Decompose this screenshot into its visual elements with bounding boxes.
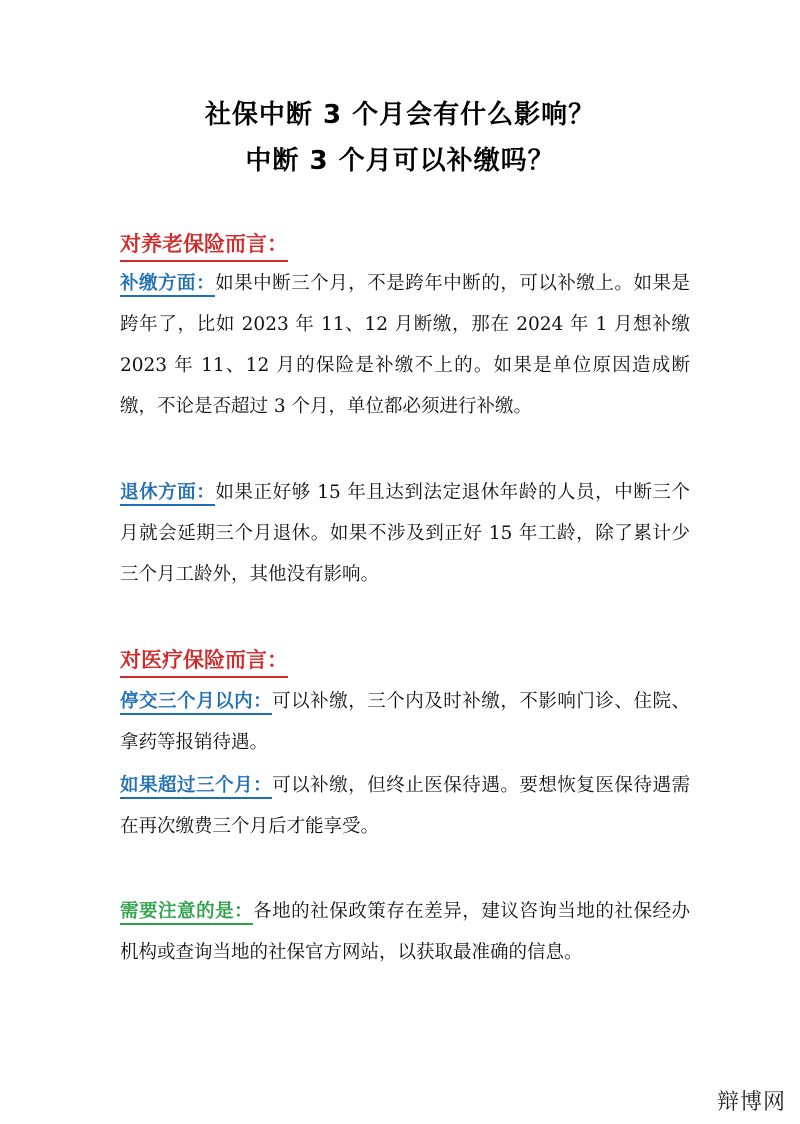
- pension-retirement-label: 退休方面：: [120, 482, 215, 506]
- page-title-line-1: 社保中断 3 个月会有什么影响？: [204, 100, 596, 130]
- pension-makeup-paragraph: [120, 263, 690, 427]
- note-text: 各地的社保政策存在差异，建议咨询当地的社保经办机构或查询当地的社保官方网站，以获取最准确的信息。: [120, 901, 690, 963]
- medical-section-heading: 对医疗保险而言：: [120, 646, 288, 678]
- medical-over-three-months-paragraph: [120, 765, 690, 847]
- medical-within-three-months-text: 可以补缴，三个内及时补缴，不影响门诊、住院、拿药等报销待遇。: [120, 691, 690, 753]
- pension-section-heading: 对养老保险而言：: [120, 230, 288, 262]
- pension-retirement-paragraph: [120, 472, 690, 595]
- medical-over-three-months-text: 可以补缴，但终止医保待遇。要想恢复医保待遇需在再次缴费三个月后才能享受。: [120, 775, 690, 837]
- pension-makeup-text: 如果中断三个月，不是跨年中断的，可以补缴上。如果是跨年了，比如 2023 年 11、12 月断缴，那在 2024 年 1 月想补缴 2023 年 11、12 月的保险是补缴不上的。如果是单位原因造成断缴，不论是否超过 3 个月，单位都必须进行补缴。: [120, 273, 690, 417]
- pension-retirement-text: 如果正好够 15 年且达到法定退休年龄的人员，中断三个月就会延期三个月退休。如果不涉及到正好 15 年工龄，除了累计少三个月工龄外，其他没有影响。: [120, 482, 690, 585]
- medical-within-three-months-paragraph: [120, 681, 690, 763]
- page-title-line-2: 中断 3 个月可以补缴吗？: [245, 146, 555, 176]
- note-paragraph: [120, 891, 690, 973]
- medical-within-three-months-label: 停交三个月以内：: [120, 691, 272, 715]
- medical-over-three-months-label: 如果超过三个月：: [120, 775, 272, 799]
- note-label: 需要注意的是：: [120, 901, 253, 925]
- watermark-logo: 辩博网: [716, 1090, 786, 1115]
- pension-makeup-label: 补缴方面：: [120, 273, 215, 297]
